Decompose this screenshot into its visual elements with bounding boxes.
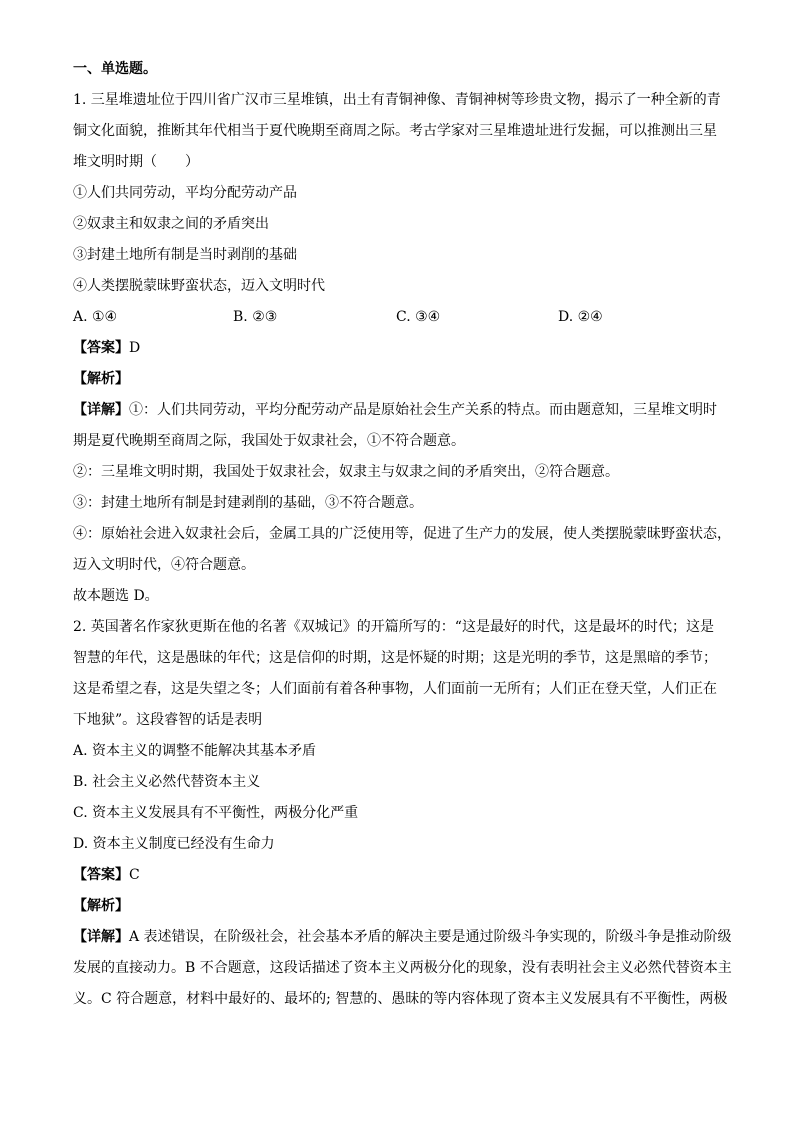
section-title: 一、单选题。 xyxy=(73,61,157,77)
q2-stem-line: 2. 英国著名作家狄更斯在他的名著《双城记》的开篇所写的：“这是最好的时代，这是最坏的时代；这是 xyxy=(73,619,714,635)
q1-statement: ③封建土地所有制是当时剥削的基础 xyxy=(73,247,297,263)
q1-detail-line: ④：原始社会进入奴隶社会后，金属工具的广泛使用等，促进了生产力的发展，使人类摆脱蒙昧野蛮状态， xyxy=(73,526,731,542)
q1-detail-line: ②：三星堆文明时期，我国处于奴隶社会，奴隶主与奴隶之间的矛盾突出，②符合题意。 xyxy=(73,464,619,480)
q1-analysis-label xyxy=(73,368,733,390)
question-2 xyxy=(73,616,733,1010)
answer-value: D xyxy=(129,340,141,356)
q1-statement: ②奴隶主和奴隶之间的矛盾突出 xyxy=(73,216,269,232)
q1-option-b: B. ②③ xyxy=(233,309,278,325)
answer-label: 【答案】 xyxy=(73,340,129,356)
q2-analysis-label xyxy=(73,895,733,917)
answer-label: 【答案】 xyxy=(73,867,129,883)
q1-stem-line: 堆文明时期（ ） xyxy=(73,154,199,170)
q1-stem-line: 铜文化面貌，推断其年代相当于夏代晚期至商周之际。考古学家对三星堆遗址进行发掘，可以推测出三星 xyxy=(73,123,717,139)
q1-detail-line: 迈入文明时代，④符合题意。 xyxy=(73,557,255,573)
detail-text: ①：人们共同劳动，平均分配劳动产品是原始社会生产关系的特点。而由题意知，三星堆文明时 xyxy=(129,402,717,418)
q2-stem-line: 下地狱”。这段睿智的话是表明 xyxy=(73,712,263,728)
q1-detail-line: ③：封建土地所有制是封建剥削的基础，③不符合题意。 xyxy=(73,495,423,511)
q1-statement: ④人类摆脱蒙昧野蛮状态，迈入文明时代 xyxy=(73,278,325,294)
q1-option-c: C. ③④ xyxy=(396,309,441,325)
q2-detail-line: 发展的直接动力。B 不合题意，这段话描述了资本主义两极分化的现象，没有表明社会主义必然代替资本主 xyxy=(73,960,732,976)
q2-stem-line: 智慧的年代，这是愚昧的年代；这是信仰的时期，这是怀疑的时期；这是光明的季节，这是黑暗的季节； xyxy=(73,650,717,666)
q1-detail-line: 期是夏代晚期至商周之际，我国处于奴隶社会，①不符合题意。 xyxy=(73,433,465,449)
q1-detail-line xyxy=(73,399,733,421)
q2-option-b: B. 社会主义必然代替资本主义 xyxy=(73,774,261,790)
q1-answer xyxy=(73,337,733,359)
q1-options xyxy=(73,306,733,328)
document-page xyxy=(73,58,733,1010)
q1-conclusion: 故本题选 D。 xyxy=(73,588,159,604)
detail-text: A 表述错误，在阶级社会，社会基本矛盾的解决主要是通过阶级斗争实现的，阶级斗争是推动阶级 xyxy=(129,929,732,945)
q2-stem-line: 这是希望之春，这是失望之冬；人们面前有着各种事物，人们面前一无所有；人们正在登天堂，人们正在 xyxy=(73,681,717,697)
q1-statement: ①人们共同劳动，平均分配劳动产品 xyxy=(73,185,297,201)
q2-answer xyxy=(73,864,733,886)
analysis-label: 【解析】 xyxy=(73,371,129,387)
q2-option-a: A. 资本主义的调整不能解决其基本矛盾 xyxy=(73,743,317,759)
detail-label: 【详解】 xyxy=(73,929,129,945)
q1-option-d: D. ②④ xyxy=(558,309,603,325)
q2-detail-line xyxy=(73,926,733,948)
q2-detail-line: 义。C 符合题意，材料中最好的、最坏的; 智慧的、愚昧的等内容体现了资本主义发展具有不平衡性，两极 xyxy=(73,991,728,1007)
question-1 xyxy=(73,89,733,607)
q2-option-d: D. 资本主义制度已经没有生命力 xyxy=(73,836,275,852)
q1-option-a: A. ①④ xyxy=(73,309,118,325)
q1-stem-line: 1. 三星堆遗址位于四川省广汉市三星堆镇，出土有青铜神像、青铜神树等珍贵文物，揭示了一种全新的青 xyxy=(73,92,721,108)
answer-value: C xyxy=(129,867,140,883)
detail-label: 【详解】 xyxy=(73,402,129,418)
q2-option-c: C. 资本主义发展具有不平衡性，两极分化严重 xyxy=(73,805,359,821)
analysis-label: 【解析】 xyxy=(73,898,129,914)
